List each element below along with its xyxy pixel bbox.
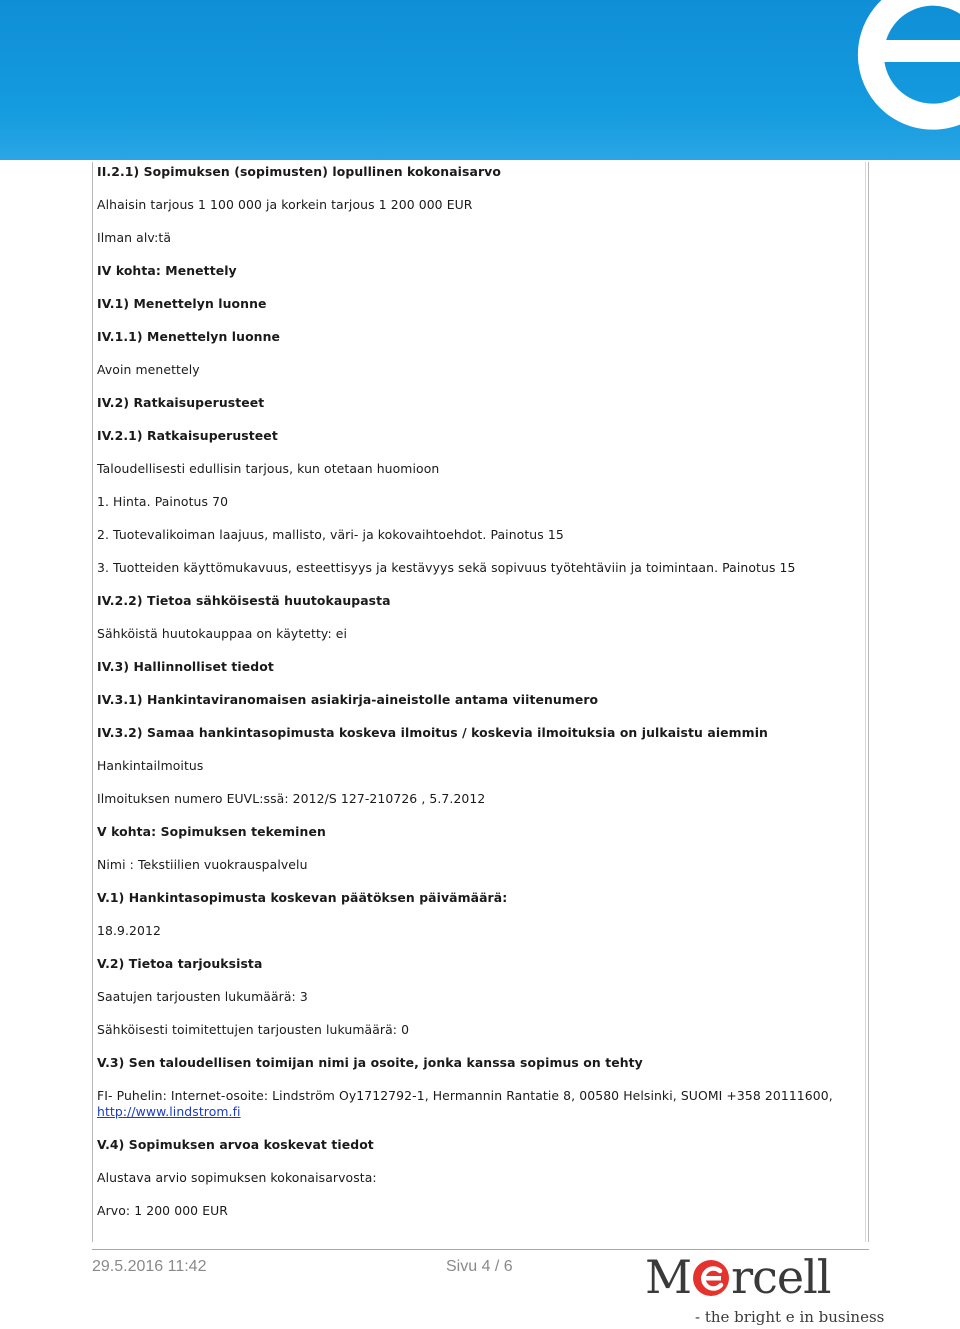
brand-tagline: - the bright e in business xyxy=(695,1308,885,1326)
document-line: V.1) Hankintasopimusta koskevan päätöksen päivämäärä: xyxy=(97,890,508,905)
document-line: Nimi : Tekstiilien vuokrauspalvelu xyxy=(97,857,308,872)
document-line: Sähköisesti toimitettujen tarjousten lukumäärä: 0 xyxy=(97,1022,410,1037)
document-line: Ilman alv:tä xyxy=(97,230,172,245)
document-line: 1. Hinta. Painotus 70 xyxy=(97,494,229,509)
contractor-text: FI- Puhelin: Internet-osoite: Lindström Oy1712792-1, Hermannin Rantatie 8, 00580 Helsinki, SUOMI +358 20111600, xyxy=(97,1088,833,1103)
document-line: Avoin menettely xyxy=(97,362,200,377)
document-line: II.2.1) Sopimuksen (sopimusten) lopullinen kokonaisarvo xyxy=(97,164,501,179)
document-line: 2. Tuotevalikoiman laajuus, mallisto, väri- ja kokovaihtoehdot. Painotus 15 xyxy=(97,527,564,542)
page-frame-left xyxy=(92,162,93,1242)
page-frame-right xyxy=(868,162,869,1242)
contractor-website-link[interactable]: http://www.lindstrom.fi xyxy=(97,1104,241,1119)
brand-letter-m: M xyxy=(645,1250,692,1304)
brand-letters-rest: rcell xyxy=(731,1250,831,1304)
document-line: Alhaisin tarjous 1 100 000 ja korkein tarjous 1 200 000 EUR xyxy=(97,197,473,212)
brand-e-icon xyxy=(692,1259,730,1297)
document-line: IV.1) Menettelyn luonne xyxy=(97,296,267,311)
header-banner xyxy=(0,0,960,160)
document-line: V.4) Sopimuksen arvoa koskevat tiedot xyxy=(97,1137,374,1152)
document-line: IV.2.2) Tietoa sähköisestä huutokaupasta xyxy=(97,593,391,608)
document-line: IV.2) Ratkaisuperusteet xyxy=(97,395,265,410)
document-line: IV.3.1) Hankintaviranomaisen asiakirja-aineistolle antama viitenumero xyxy=(97,692,599,707)
document-line: 18.9.2012 xyxy=(97,923,161,938)
document-line: IV.3.2) Samaa hankintasopimusta koskeva ilmoitus / koskevia ilmoituksia on julkaistu aiemmin xyxy=(97,725,768,740)
marcell-logo xyxy=(645,1250,885,1329)
footer-date: 29.5.2016 11:42 xyxy=(92,1258,207,1275)
e-logo-icon xyxy=(820,0,960,140)
document-line: V.3) Sen taloudellisen toimijan nimi ja osoite, jonka kanssa sopimus on tehty xyxy=(97,1055,643,1070)
document-line: IV.2.1) Ratkaisuperusteet xyxy=(97,428,278,443)
page-frame-right-inner xyxy=(865,162,866,1242)
footer-page-number: Sivu 4 / 6 xyxy=(446,1258,513,1275)
document-line: IV kohta: Menettely xyxy=(97,263,237,278)
document-line: IV.3) Hallinnolliset tiedot xyxy=(97,659,274,674)
document-line: V kohta: Sopimuksen tekeminen xyxy=(97,824,326,839)
document-line: Saatujen tarjousten lukumäärä: 3 xyxy=(97,989,308,1004)
brand-wordmark xyxy=(645,1250,831,1304)
document-line: IV.1.1) Menettelyn luonne xyxy=(97,329,281,344)
document-line: V.2) Tietoa tarjouksista xyxy=(97,956,263,971)
document-line: Sähköistä huutokauppaa on käytetty: ei xyxy=(97,626,348,641)
contractor-details xyxy=(97,1088,857,1120)
document-line: Alustava arvio sopimuksen kokonaisarvosta: xyxy=(97,1170,377,1185)
document-line: Taloudellisesti edullisin tarjous, kun otetaan huomioon xyxy=(97,461,440,476)
document-line: Ilmoituksen numero EUVL:ssä: 2012/S 127-210726 , 5.7.2012 xyxy=(97,791,486,806)
document-line: Arvo: 1 200 000 EUR xyxy=(97,1203,229,1218)
document-line: 3. Tuotteiden käyttömukavuus, esteettisyys ja kestävyys sekä sopivuus työtehtäviin ja toimintaan. Painotus 15 xyxy=(97,560,796,575)
document-line: Hankintailmoitus xyxy=(97,758,204,773)
